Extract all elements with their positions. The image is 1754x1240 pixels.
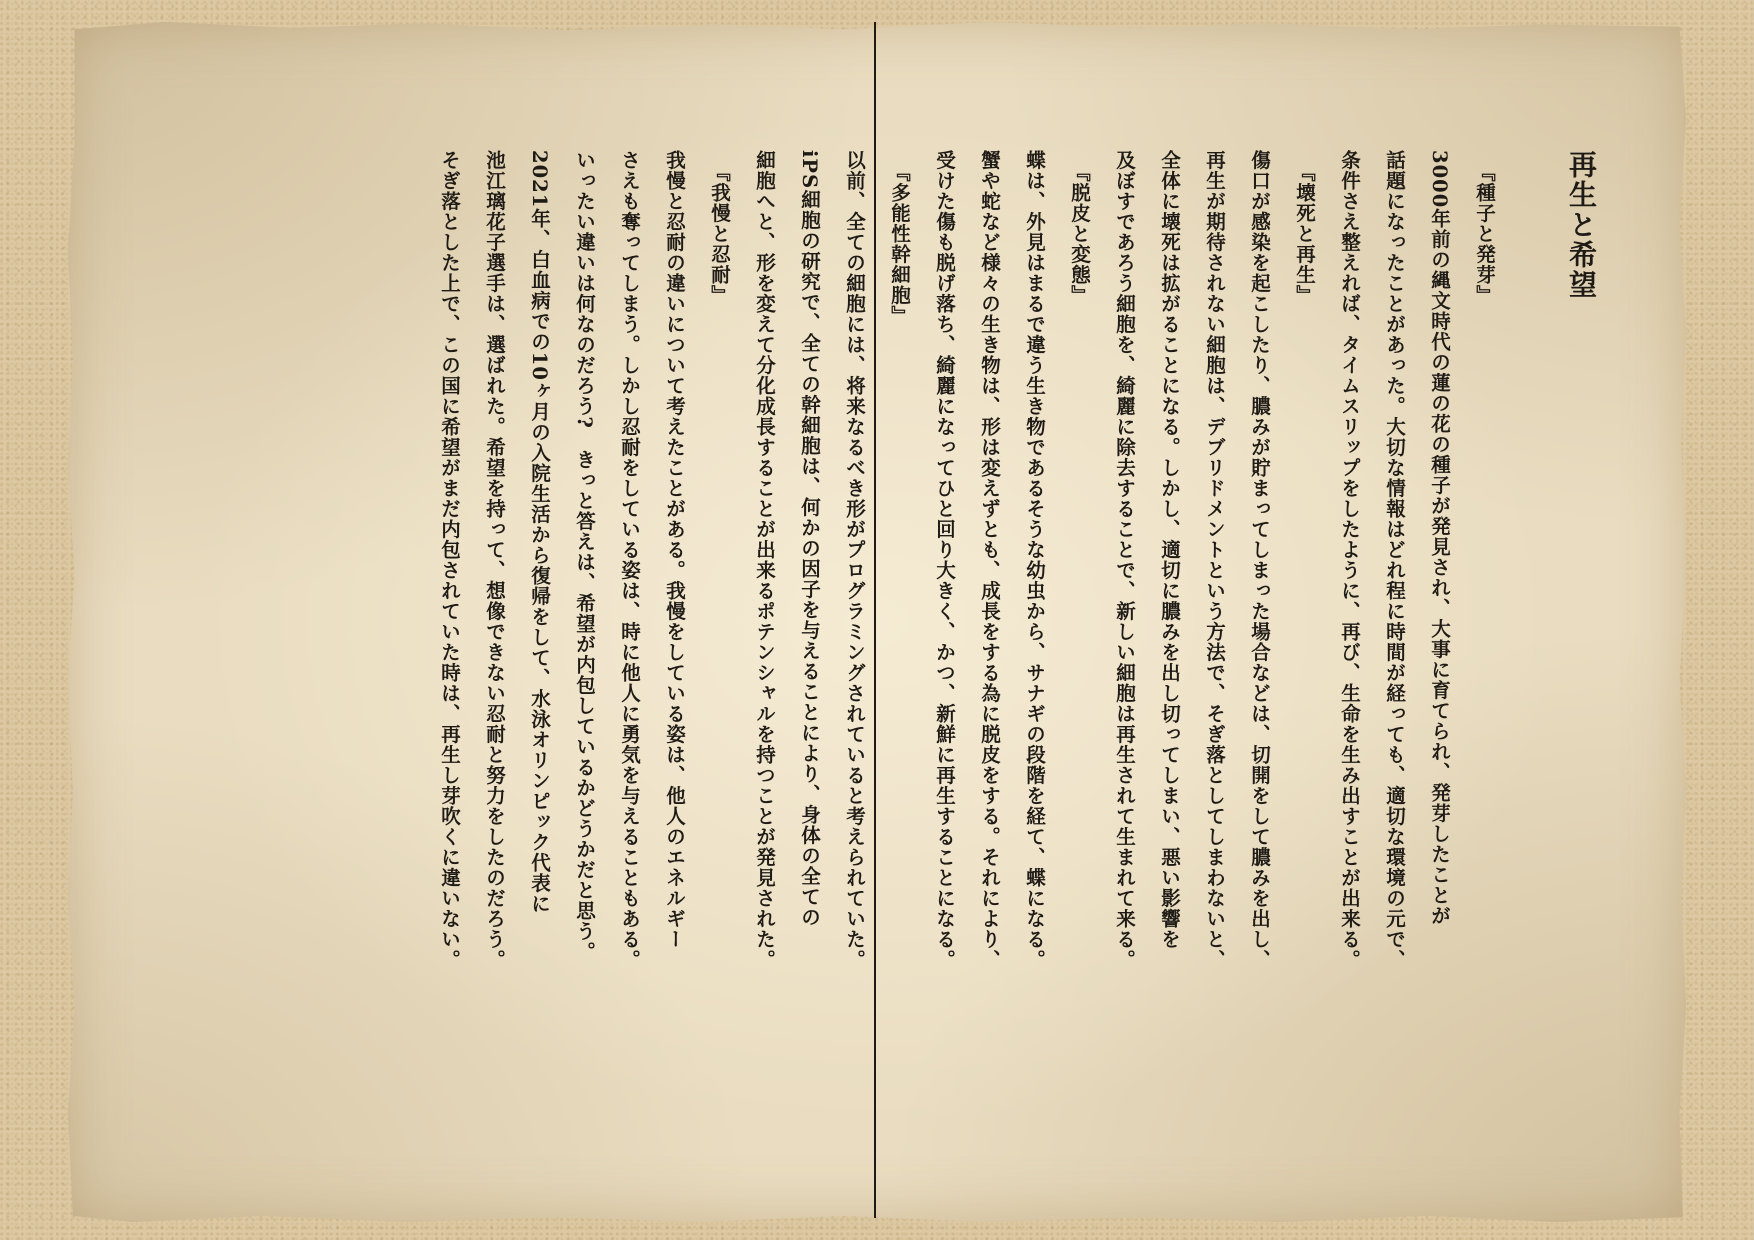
section-heading-necrosis: 『壊死と再生』: [1293, 162, 1316, 306]
body-line: iPS細胞の研究で、全ての幹細胞は、何かの因子を与えることにより、身体の全ての: [798, 150, 821, 928]
body-line: 受けた傷も脱げ落ち、綺麗になってひと回り大きく、かつ、新鮮に再生することになる。: [933, 150, 956, 970]
section-heading-stem-cells: 『多能性幹細胞』: [888, 162, 911, 326]
body-line: 及ぼすであろう細胞を、綺麗に除去することで、新しい細胞は再生されて生まれて来る。: [1113, 150, 1136, 970]
body-line: 全体に壊死は拡がることになる。しかし、適切に膿みを出し切ってしまい、悪い影響を: [1158, 150, 1181, 950]
body-line: そぎ落とした上で、この国に希望がまだ内包されていた時は、再生し芽吹くに違いない。: [438, 150, 461, 970]
essay-title: 再生と希望: [1565, 150, 1598, 300]
body-line: 2021年、白血病での10ヶ月の入院生活から復帰をして、水泳オリンピック代表に: [528, 150, 551, 914]
body-line: 蝶は、外見はまるで違う生き物であるそうな幼虫から、サナギの段階を経て、蝶になる。: [1023, 150, 1046, 970]
body-line: 3000年前の縄文時代の蓮の花の種子が発見され、大事に育てられ、発芽したことが: [1428, 150, 1451, 926]
body-line: 細胞へと、形を変えて分化成長することが出来るポテンシャルを持つことが発見された。: [753, 150, 776, 970]
body-line: 傷口が感染を起こしたり、膿みが貯まってしまった場合などは、切開をして膿みを出し、: [1248, 150, 1271, 970]
vertical-essay: [104, 150, 1604, 1200]
section-heading-molting: 『脱皮と変態』: [1068, 162, 1091, 306]
body-line: 話題になったことがあった。大切な情報はどれ程に時間が経っても、適切な環境の元で、: [1383, 150, 1406, 970]
section-heading-patience: 『我慢と忍耐』: [708, 162, 731, 306]
body-line: 再生が期待されない細胞は、デブリドメントという方法で、そぎ落としてしまわないと、: [1203, 150, 1226, 970]
body-line: 蟹や蛇など様々の生き物は、形は変えずとも、成長をする為に脱皮をする。それにより、: [978, 150, 1001, 970]
body-line: 条件さえ整えれば、タイムスリップをしたように、再び、生命を生み出すことが出来る。: [1338, 150, 1361, 970]
body-line: 池江璃花子選手は、選ばれた。希望を持って、想像できない忍耐と努力をしたのだろう。: [483, 150, 506, 970]
body-line: さえも奪ってしまう。しかし忍耐をしている姿は、時に他人に勇気を与えることもある。: [618, 150, 641, 970]
body-line: 以前、全ての細胞には、将来なるべき形がプログラミングされていると考えられていた。: [843, 150, 866, 970]
body-line: 我慢と忍耐の違いについて考えたことがある。我慢をしている姿は、他人のエネルギー: [663, 150, 686, 950]
body-line: いったい違いは何なのだろう? きっと答えは、希望が内包しているかどうかだと思う。: [573, 150, 596, 962]
section-heading-seed: 『種子と発芽』: [1473, 162, 1496, 306]
